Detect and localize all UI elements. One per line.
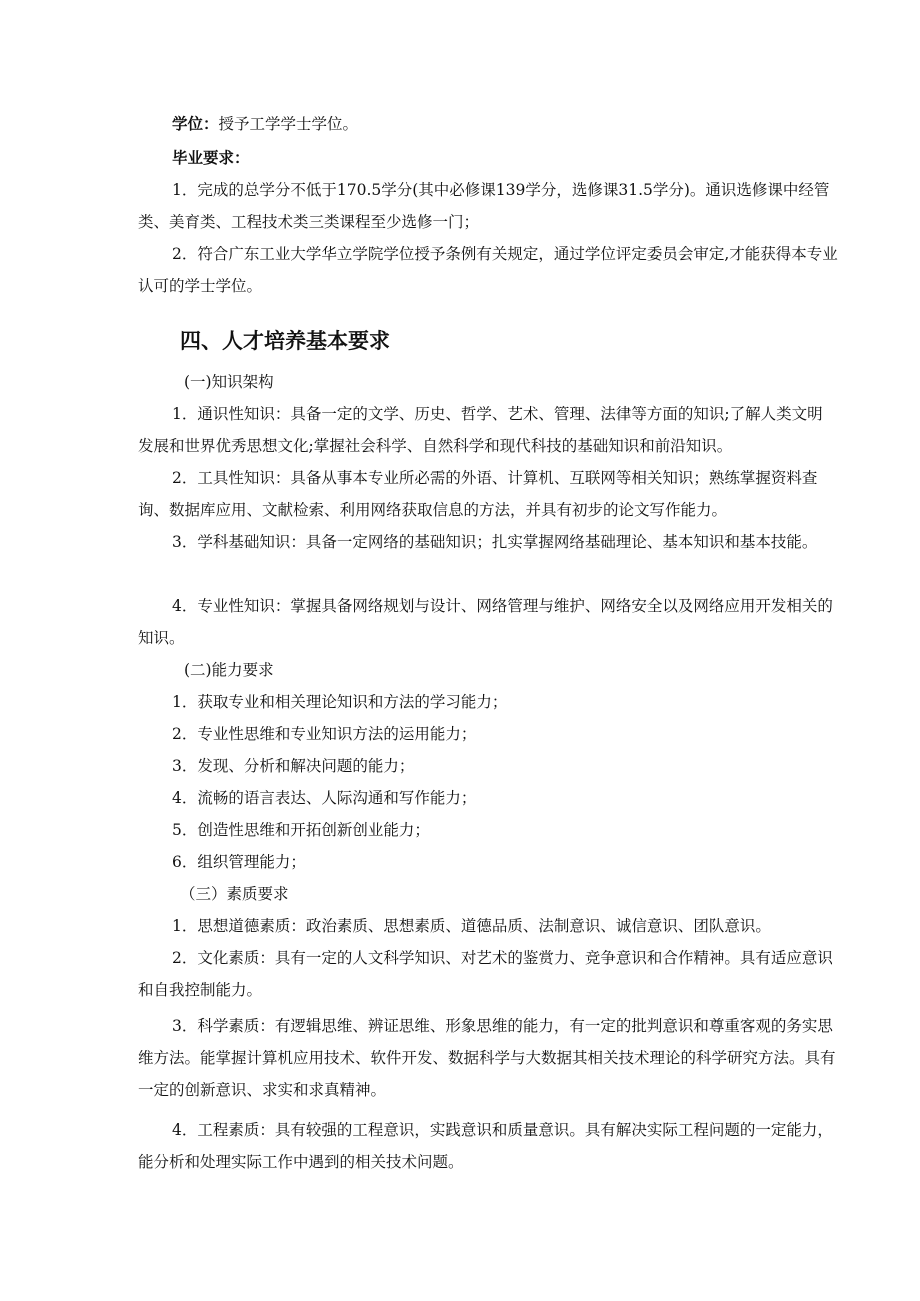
knowledge-title: (一)知识架构 [184,373,274,391]
ability-item: 1．获取专业和相关理论知识和方法的学习能力； [172,693,508,711]
ability-title: (二)能力要求 [184,661,274,679]
graduation-label: 毕业要求： [172,149,250,167]
degree-line [172,108,872,140]
degree-label: 学位： [172,115,219,133]
quality-item: 1．思想道德素质：政治素质、思想素质、道德品质、法制意识、诚信意识、团队意识。 [172,917,771,935]
ability-item: 3．发现、分析和解决问题的能力； [172,757,415,775]
knowledge-item: 4．专业性知识：掌握具备网络规划与设计、网络管理与维护、网络安全以及网络应用开发相关的知识。 [138,597,833,647]
degree-text: 授予工学学士学位。 [218,115,359,133]
knowledge-item: 3．学科基础知识：具备一定网络的基础知识；扎实掌握网络基础理论、基本知识和基本技能。 [172,533,818,551]
quality-item: 3．科学素质：有逻辑思维、辨证思维、形象思维的能力，有一定的批判意识和尊重客观的务实思维方法。能掌握计算机应用技术、软件开发、数据科学与大数据其相关技术理论的科学研究方法。具有一定的创新意识、求实和求真精神。 [138,1017,836,1099]
section-title: 四、人才培养基本要求 [180,329,390,353]
quality-title: （三）素质要求 [180,885,289,903]
knowledge-item: 2．工具性知识：具备从事本专业所必需的外语、计算机、互联网等相关知识；熟练掌握资料查询、数据库应用、文献检索、利用网络获取信息的方法，并具有初步的论文写作能力。 [138,469,818,519]
ability-item: 5．创造性思维和开拓创新创业能力； [172,821,430,839]
ability-item: 2．专业性思维和专业知识方法的运用能力； [172,725,477,743]
knowledge-item: 1．通识性知识：具备一定的文学、历史、哲学、艺术、管理、法律等方面的知识;了解人类文明发展和世界优秀思想文化;掌握社会科学、自然科学和现代科技的基础知识和前沿知识。 [138,405,823,455]
quality-item: 4．工程素质：具有较强的工程意识，实践意识和质量意识。具有解决实际工程问题的一定能力，能分析和处理实际工作中遇到的相关技术问题。 [138,1121,833,1171]
ability-item: 4．流畅的语言表达、人际沟通和写作能力； [172,789,477,807]
graduation-item: 2．符合广东工业大学华立学院学位授予条例有关规定，通过学位评定委员会审定,才能获得本专业认可的学士学位。 [138,245,838,295]
quality-item: 2．文化素质：具有一定的人文科学知识、对艺术的鉴赏力、竞争意识和合作精神。具有适应意识和自我控制能力。 [138,949,833,999]
graduation-item: 1．完成的总学分不低于170.5学分(其中必修课139学分，选修课31.5学分)。通识选修课中经管类、美育类、工程技术类三类课程至少选修一门； [138,181,830,231]
ability-item: 6．组织管理能力； [172,853,306,871]
